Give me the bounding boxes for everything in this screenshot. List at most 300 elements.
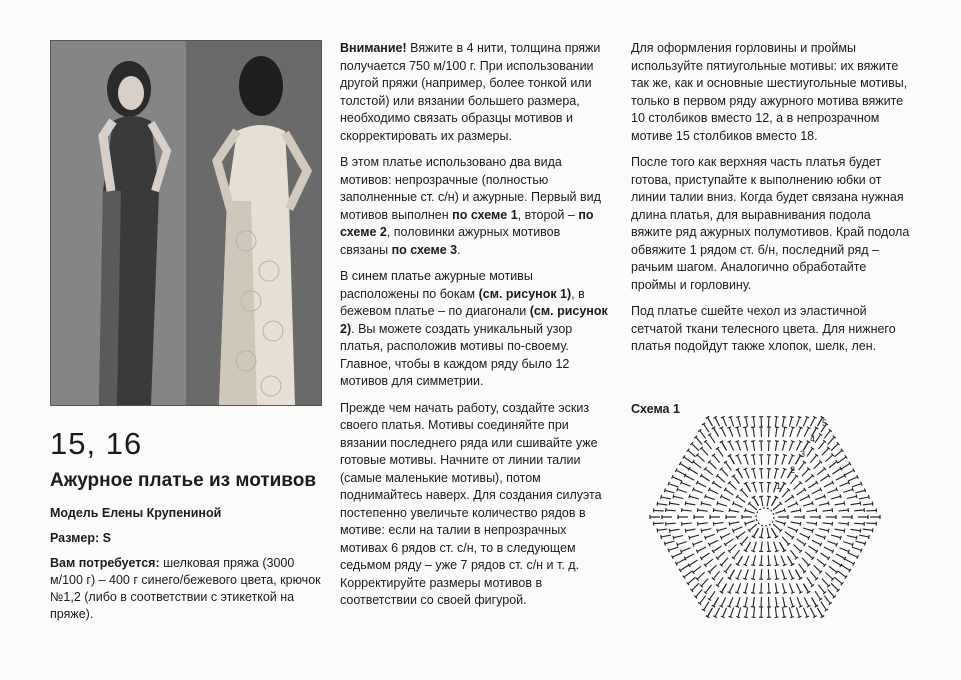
stitch-symbol bbox=[709, 489, 718, 493]
stitch-symbol bbox=[768, 469, 769, 479]
model-credit: Модель Елены Крупениной bbox=[50, 506, 222, 520]
stitch-symbol bbox=[685, 554, 694, 559]
stitch-symbol bbox=[729, 584, 733, 593]
materials-text: шелковая пряжа (3000 м/100 г) – 400 г синего/бежевого цвета, крючок №1,2 (либо в соответствии с этикеткой на пряже). bbox=[50, 556, 321, 621]
stitch-symbol bbox=[822, 523, 832, 524]
stitch-symbol bbox=[746, 417, 748, 427]
stitch-crossbar bbox=[775, 427, 779, 428]
stitch-symbol bbox=[705, 441, 711, 449]
stitch-symbol bbox=[666, 523, 676, 524]
dress-photo bbox=[50, 40, 322, 406]
stitch-symbol bbox=[799, 564, 805, 572]
stitch-crossbar bbox=[824, 494, 825, 498]
stitch-symbol bbox=[698, 510, 708, 511]
stitch-symbol bbox=[745, 441, 748, 451]
stitch-symbol bbox=[835, 577, 843, 584]
stitch-symbol bbox=[738, 469, 743, 478]
stitch-crossbar bbox=[689, 536, 690, 540]
stitch-symbol bbox=[673, 536, 683, 538]
stitch-crossbar bbox=[775, 551, 779, 552]
stitch-symbol bbox=[791, 476, 797, 484]
stitch-crossbar bbox=[721, 616, 725, 618]
stitch-symbol bbox=[714, 428, 719, 437]
stitch-symbol bbox=[730, 570, 735, 579]
stitch-crossbar bbox=[743, 606, 747, 607]
stitch-symbol bbox=[714, 510, 724, 511]
stitch-symbol bbox=[745, 427, 747, 437]
stitch-symbol bbox=[797, 489, 805, 495]
stitch-symbol bbox=[804, 428, 808, 437]
stitch-symbol bbox=[741, 537, 748, 545]
instructions-column-2 bbox=[340, 40, 610, 619]
stitch-symbol bbox=[851, 503, 861, 505]
stitch-symbol bbox=[729, 442, 733, 451]
stitch-crossbar bbox=[672, 475, 674, 479]
stitch-crossbar bbox=[805, 416, 809, 418]
stitch-symbol bbox=[721, 428, 725, 437]
stitch-symbol bbox=[866, 510, 876, 511]
stitch-symbol bbox=[745, 469, 749, 478]
stitch-symbol bbox=[768, 455, 769, 465]
stitch-symbol bbox=[794, 483, 801, 490]
stitch-crossbar bbox=[856, 536, 857, 540]
stitch-symbol bbox=[782, 441, 785, 451]
stitch-crossbar bbox=[751, 579, 755, 580]
stitch-symbol bbox=[832, 469, 840, 474]
stitch-symbol bbox=[776, 427, 777, 437]
stitch-symbol bbox=[768, 569, 769, 579]
stitch-symbol bbox=[761, 555, 762, 565]
stitch-symbol bbox=[803, 417, 807, 426]
stitch-crossbar bbox=[783, 564, 787, 566]
stitch-symbol bbox=[789, 570, 793, 579]
stitch-crossbar bbox=[775, 617, 779, 618]
stitch-crossbar bbox=[861, 549, 862, 553]
stitch-symbol bbox=[845, 470, 854, 475]
stitch-symbol bbox=[796, 570, 801, 579]
stitch-symbol bbox=[717, 448, 723, 456]
stitch-symbol bbox=[822, 579, 829, 586]
stitch-crossbar bbox=[783, 578, 787, 579]
stitch-symbol bbox=[761, 469, 762, 479]
stitch-crossbar bbox=[856, 494, 857, 498]
stitch-symbol bbox=[701, 529, 711, 531]
stitch-crossbar bbox=[744, 617, 748, 618]
stitch-symbol bbox=[697, 483, 706, 488]
stitch-symbol bbox=[737, 427, 740, 437]
stitch-symbol bbox=[715, 608, 720, 617]
stitch-symbol bbox=[725, 564, 731, 572]
materials-label: Вам потребуется: bbox=[50, 556, 160, 570]
stitch-symbol bbox=[661, 535, 671, 537]
stitch-crossbar bbox=[751, 455, 755, 456]
stitch-crossbar bbox=[720, 427, 724, 429]
stitch-symbol bbox=[696, 589, 703, 597]
stitch-symbol bbox=[817, 559, 825, 565]
stitch-symbol bbox=[817, 469, 825, 475]
stitch-crossbar bbox=[673, 494, 674, 498]
stitch-symbol bbox=[688, 450, 696, 457]
stitch-symbol bbox=[713, 455, 719, 463]
stitch-crossbar bbox=[807, 427, 811, 429]
stitch-crossbar bbox=[677, 488, 678, 492]
stitch-symbol bbox=[838, 571, 846, 577]
stitch-symbol bbox=[673, 496, 683, 498]
stitch-symbol bbox=[863, 529, 873, 530]
stitch-symbol bbox=[761, 528, 763, 538]
stitch-symbol bbox=[815, 496, 824, 499]
stitch-symbol bbox=[775, 510, 784, 513]
stitch-crossbar bbox=[800, 522, 801, 526]
stitch-crossbar bbox=[745, 508, 746, 512]
stitch-crossbar bbox=[782, 617, 786, 618]
stitch-symbol bbox=[717, 552, 725, 559]
stitch-symbol bbox=[783, 597, 785, 607]
stitch-symbol bbox=[810, 417, 815, 426]
stitch-symbol bbox=[670, 503, 680, 505]
stitch-symbol bbox=[772, 528, 777, 537]
skirt-paragraph: После того как верхняя часть платья будет готова, приступайте к выполнению юбки от линии талии вниз. Когда будет связана нужная длина платья, для выравнивания подола вяжите ряд ажурных полумотивов. Край подола обвяжите 1 рядом ст. б/н, последний ряд – рачьим шагом. Аналогично обработайте проймы и горловину. bbox=[631, 155, 910, 292]
stitch-symbol bbox=[713, 546, 721, 552]
stitch-symbol bbox=[761, 597, 762, 607]
stitch-symbol bbox=[825, 455, 832, 462]
stitch-symbol bbox=[824, 430, 830, 438]
stitch-crossbar bbox=[735, 441, 739, 442]
stitch-crossbar bbox=[736, 617, 740, 618]
stitch-crossbar bbox=[790, 617, 794, 618]
stitch-symbol bbox=[685, 476, 694, 481]
stitch-crossbar bbox=[713, 508, 714, 512]
stitch-symbol bbox=[782, 417, 784, 427]
stitch-symbol bbox=[665, 541, 675, 544]
stitch-crossbar bbox=[869, 535, 870, 539]
stitch-symbol bbox=[753, 607, 754, 617]
stitch-symbol bbox=[665, 490, 675, 493]
stitch-crossbar bbox=[745, 522, 746, 526]
stitch-symbol bbox=[733, 476, 739, 484]
stitch-symbol bbox=[676, 470, 685, 475]
stitch-symbol bbox=[705, 559, 713, 565]
stitch-symbol bbox=[700, 430, 706, 438]
stitch-symbol bbox=[661, 497, 671, 499]
stitch-symbol bbox=[769, 427, 770, 437]
stitch-symbol bbox=[767, 497, 769, 507]
stitch-symbol bbox=[738, 556, 743, 565]
stitch-crossbar bbox=[717, 529, 718, 533]
stitch-symbol bbox=[866, 523, 876, 524]
stitch-symbol bbox=[804, 597, 808, 606]
stitch-symbol bbox=[745, 455, 748, 465]
stitch-symbol bbox=[769, 441, 770, 451]
stitch-symbol bbox=[785, 496, 793, 502]
stitch-symbol bbox=[705, 496, 714, 499]
stitch-symbol bbox=[835, 529, 845, 531]
stitch-symbol bbox=[753, 583, 755, 593]
stitch-symbol bbox=[713, 483, 721, 489]
stitch-crossbar bbox=[783, 606, 787, 607]
stitch-symbol bbox=[730, 417, 733, 427]
stitch-symbol bbox=[807, 510, 817, 511]
stitch-symbol bbox=[713, 571, 719, 579]
stitch-symbol bbox=[737, 496, 745, 502]
stitch-symbol bbox=[827, 489, 836, 493]
dress-photo-illustration bbox=[51, 41, 321, 405]
stitch-symbol bbox=[824, 547, 833, 552]
stitch-symbol bbox=[670, 529, 680, 531]
stitch-symbol bbox=[812, 540, 821, 544]
stitch-crossbar bbox=[798, 416, 802, 417]
stitch-symbol bbox=[852, 547, 862, 550]
stitch-symbol bbox=[859, 535, 869, 537]
stitch-symbol bbox=[815, 591, 821, 599]
stitch-symbol bbox=[729, 597, 733, 606]
stitch-crossbar bbox=[852, 488, 853, 492]
stitch-symbol bbox=[832, 560, 840, 565]
stitch-symbol bbox=[791, 550, 797, 558]
stitch-symbol bbox=[841, 464, 850, 469]
stitch-symbol bbox=[789, 607, 792, 617]
stitch-symbol bbox=[654, 510, 664, 511]
stitch-symbol bbox=[754, 497, 759, 506]
stitch-symbol bbox=[708, 608, 713, 617]
stitch-symbol bbox=[788, 556, 793, 565]
stitch-symbol bbox=[782, 607, 784, 617]
stitch-symbol bbox=[725, 539, 733, 545]
stitch-crossbar bbox=[799, 441, 803, 443]
stitch-crossbar bbox=[860, 501, 861, 505]
stitch-crossbar bbox=[664, 488, 665, 492]
stitch-symbol bbox=[692, 583, 699, 590]
sketch-paragraph: Прежде чем начать работу, создайте эскиз своего платья. Мотивы соединяйте при вязании последнего ряда или сшивайте уже готовые мотивы. Начните от линии талии (самые маленькие мотивы), потом поднимайтесь наверх. Для создания силуэта постепенно увеличьте количество рядов в мотиве: если на талии в непрозрачных мотивах 6 рядов ст. с/н, то в следующем седьмом ряду – уже 7 рядов ст. с/н и т. д. Корректируйте размеры мотивов в соответствии со своей фигурой. bbox=[340, 400, 602, 607]
stitch-crossbar bbox=[672, 555, 674, 559]
stitch-crossbar bbox=[736, 455, 740, 457]
stitch-symbol bbox=[854, 523, 864, 524]
row-number-2: 2 bbox=[790, 465, 796, 475]
stitch-crossbar bbox=[751, 551, 755, 552]
stitch-crossbar bbox=[840, 494, 841, 498]
stitch-symbol bbox=[810, 608, 815, 617]
stitch-crossbar bbox=[668, 549, 669, 553]
stitch-symbol bbox=[797, 428, 801, 437]
stitch-crossbar bbox=[668, 482, 669, 486]
stitch-symbol bbox=[840, 548, 849, 552]
stitch-symbol bbox=[730, 608, 733, 618]
size-value: S bbox=[102, 531, 112, 545]
stitch-crossbar bbox=[744, 416, 748, 417]
stitch-crossbar bbox=[775, 565, 779, 566]
stitch-symbol bbox=[761, 483, 762, 493]
stitch-symbol bbox=[701, 503, 711, 505]
stitch-symbol bbox=[803, 528, 813, 531]
stitch-symbol bbox=[854, 510, 864, 511]
stitch-symbol bbox=[775, 441, 777, 451]
stitch-symbol bbox=[789, 455, 793, 464]
stitch-symbol bbox=[737, 532, 745, 538]
stitch-symbol bbox=[709, 435, 715, 443]
stitch-crossbar bbox=[865, 488, 866, 492]
stitch-symbol bbox=[730, 456, 735, 465]
stitch-crossbar bbox=[836, 543, 838, 547]
stitch-symbol bbox=[717, 503, 727, 506]
stitch-symbol bbox=[737, 455, 741, 464]
stitch-symbol bbox=[704, 424, 710, 432]
stitch-symbol bbox=[761, 427, 762, 437]
stitch-symbol bbox=[672, 477, 681, 481]
stitch-crossbar bbox=[705, 536, 706, 540]
stitch-symbol bbox=[814, 462, 821, 469]
stitch-symbol bbox=[780, 542, 785, 551]
stitch-symbol bbox=[831, 583, 838, 590]
stitch-symbol bbox=[723, 608, 727, 617]
stitch-crossbar bbox=[673, 536, 674, 540]
stitch-crossbar bbox=[669, 529, 670, 533]
stitch-symbol bbox=[753, 469, 755, 479]
stitch-symbol bbox=[746, 542, 751, 551]
stitch-crossbar bbox=[735, 427, 739, 428]
stitch-symbol bbox=[689, 469, 697, 474]
stitch-crossbar bbox=[808, 495, 810, 499]
stitch-symbol bbox=[788, 503, 797, 507]
stitch-symbol bbox=[836, 476, 845, 481]
size-label: Размер: bbox=[50, 531, 100, 545]
stitch-crossbar bbox=[791, 441, 795, 442]
stitch-symbol bbox=[753, 542, 756, 552]
stitch-symbol bbox=[714, 523, 724, 524]
stitch-symbol bbox=[800, 496, 809, 500]
stitch-symbol bbox=[768, 555, 769, 565]
stitch-crossbar bbox=[796, 529, 798, 533]
stitch-symbol bbox=[721, 469, 728, 476]
stitch-symbol bbox=[693, 462, 701, 468]
stitch-symbol bbox=[753, 441, 755, 451]
stitch-symbol bbox=[843, 542, 853, 545]
stitch-symbol bbox=[717, 577, 723, 585]
stitch-crossbar bbox=[828, 501, 829, 505]
stitch-crossbar bbox=[861, 482, 862, 486]
stitch-symbol bbox=[654, 523, 664, 524]
stitch-crossbar bbox=[808, 536, 810, 540]
stitch-symbol bbox=[705, 534, 714, 537]
stitch-crossbar bbox=[743, 592, 747, 593]
stitch-symbol bbox=[791, 510, 801, 512]
stitch-symbol bbox=[680, 464, 689, 469]
stitch-symbol bbox=[681, 483, 690, 487]
stitch-symbol bbox=[745, 510, 754, 513]
lining-paragraph: Под платье сшейте чехол из эластичной сетчатой ткани телесного цвета. Для нижнего платья подойдут также хлопок, шелк, лен. bbox=[631, 304, 896, 353]
stitch-crossbar bbox=[751, 482, 755, 483]
stitch-symbol bbox=[831, 535, 841, 538]
stitch-symbol bbox=[721, 496, 730, 500]
stitch-symbol bbox=[809, 546, 817, 552]
stitch-crossbar bbox=[775, 593, 779, 594]
stitch-crossbar bbox=[869, 495, 870, 499]
stitch-symbol bbox=[768, 542, 769, 552]
stitch-symbol bbox=[847, 496, 857, 498]
stitch-symbol bbox=[753, 417, 754, 427]
stitch-symbol bbox=[705, 469, 713, 475]
stitch-symbol bbox=[812, 489, 821, 493]
stitch-crossbar bbox=[705, 494, 706, 498]
stitch-symbol bbox=[768, 483, 769, 493]
stitch-crossbar bbox=[727, 606, 731, 608]
stitch-symbol bbox=[657, 529, 667, 530]
stitch-crossbar bbox=[732, 529, 734, 533]
stitch-symbol bbox=[689, 496, 699, 499]
stitch-symbol bbox=[775, 607, 776, 617]
stitch-symbol bbox=[723, 417, 727, 426]
stitch-crossbar bbox=[807, 606, 811, 608]
stitch-symbol bbox=[831, 444, 838, 451]
stitch-symbol bbox=[696, 437, 703, 445]
stitch-symbol bbox=[709, 540, 718, 544]
stitch-crossbar bbox=[729, 522, 730, 526]
stitch-symbol bbox=[848, 477, 857, 481]
stitch-crossbar bbox=[693, 543, 695, 547]
stitch-crossbar bbox=[685, 529, 686, 533]
stitch-symbol bbox=[805, 476, 813, 483]
stitch-crossbar bbox=[736, 578, 740, 580]
stitch-crossbar bbox=[812, 501, 813, 505]
stitch-symbol bbox=[700, 596, 706, 604]
stitch-symbol bbox=[782, 490, 789, 498]
stitch-crossbar bbox=[836, 488, 838, 492]
stitch-symbol bbox=[807, 523, 817, 524]
stitch-symbol bbox=[815, 534, 824, 537]
stitch-symbol bbox=[753, 597, 754, 607]
stitch-symbol bbox=[789, 417, 792, 427]
stitch-crossbar bbox=[751, 417, 755, 418]
stitch-crossbar bbox=[759, 496, 763, 497]
stitch-crossbar bbox=[657, 528, 658, 532]
stitch-symbol bbox=[725, 489, 733, 495]
stitch-crossbar bbox=[664, 542, 665, 546]
stitch-symbol bbox=[698, 523, 708, 524]
stitch-symbol bbox=[818, 441, 824, 449]
stitch-crossbar bbox=[689, 494, 690, 498]
stitch-symbol bbox=[845, 559, 854, 564]
stitch-symbol bbox=[745, 556, 749, 565]
stitch-symbol bbox=[775, 569, 777, 579]
stitch-symbol bbox=[821, 602, 827, 610]
stitch-symbol bbox=[789, 441, 792, 450]
stitch-symbol bbox=[749, 503, 757, 510]
stitch-symbol bbox=[669, 547, 679, 550]
stitch-symbol bbox=[772, 497, 777, 506]
stitch-symbol bbox=[802, 469, 809, 476]
stitch-crossbar bbox=[751, 427, 755, 428]
stitch-symbol bbox=[709, 565, 716, 572]
stitch-symbol bbox=[776, 597, 777, 607]
stitch-symbol bbox=[745, 569, 748, 579]
row-number-1: 1 bbox=[776, 481, 782, 491]
stitch-symbol bbox=[851, 529, 861, 531]
stitch-symbol bbox=[796, 417, 799, 427]
stitch-symbol bbox=[767, 528, 769, 538]
stitch-symbol bbox=[822, 448, 829, 455]
stitch-symbol bbox=[775, 521, 784, 524]
stitch-symbol bbox=[686, 529, 696, 531]
stitch-crossbar bbox=[775, 455, 779, 456]
stitch-crossbar bbox=[661, 535, 662, 539]
stitch-symbol bbox=[775, 455, 777, 465]
stitch-crossbar bbox=[800, 508, 801, 512]
stitch-symbol bbox=[852, 484, 862, 487]
stitch-symbol bbox=[733, 527, 742, 531]
stitch-symbol bbox=[774, 542, 777, 552]
stitch-crossbar bbox=[857, 475, 859, 479]
stitch-symbol bbox=[682, 523, 692, 524]
stitch-symbol bbox=[701, 476, 709, 482]
